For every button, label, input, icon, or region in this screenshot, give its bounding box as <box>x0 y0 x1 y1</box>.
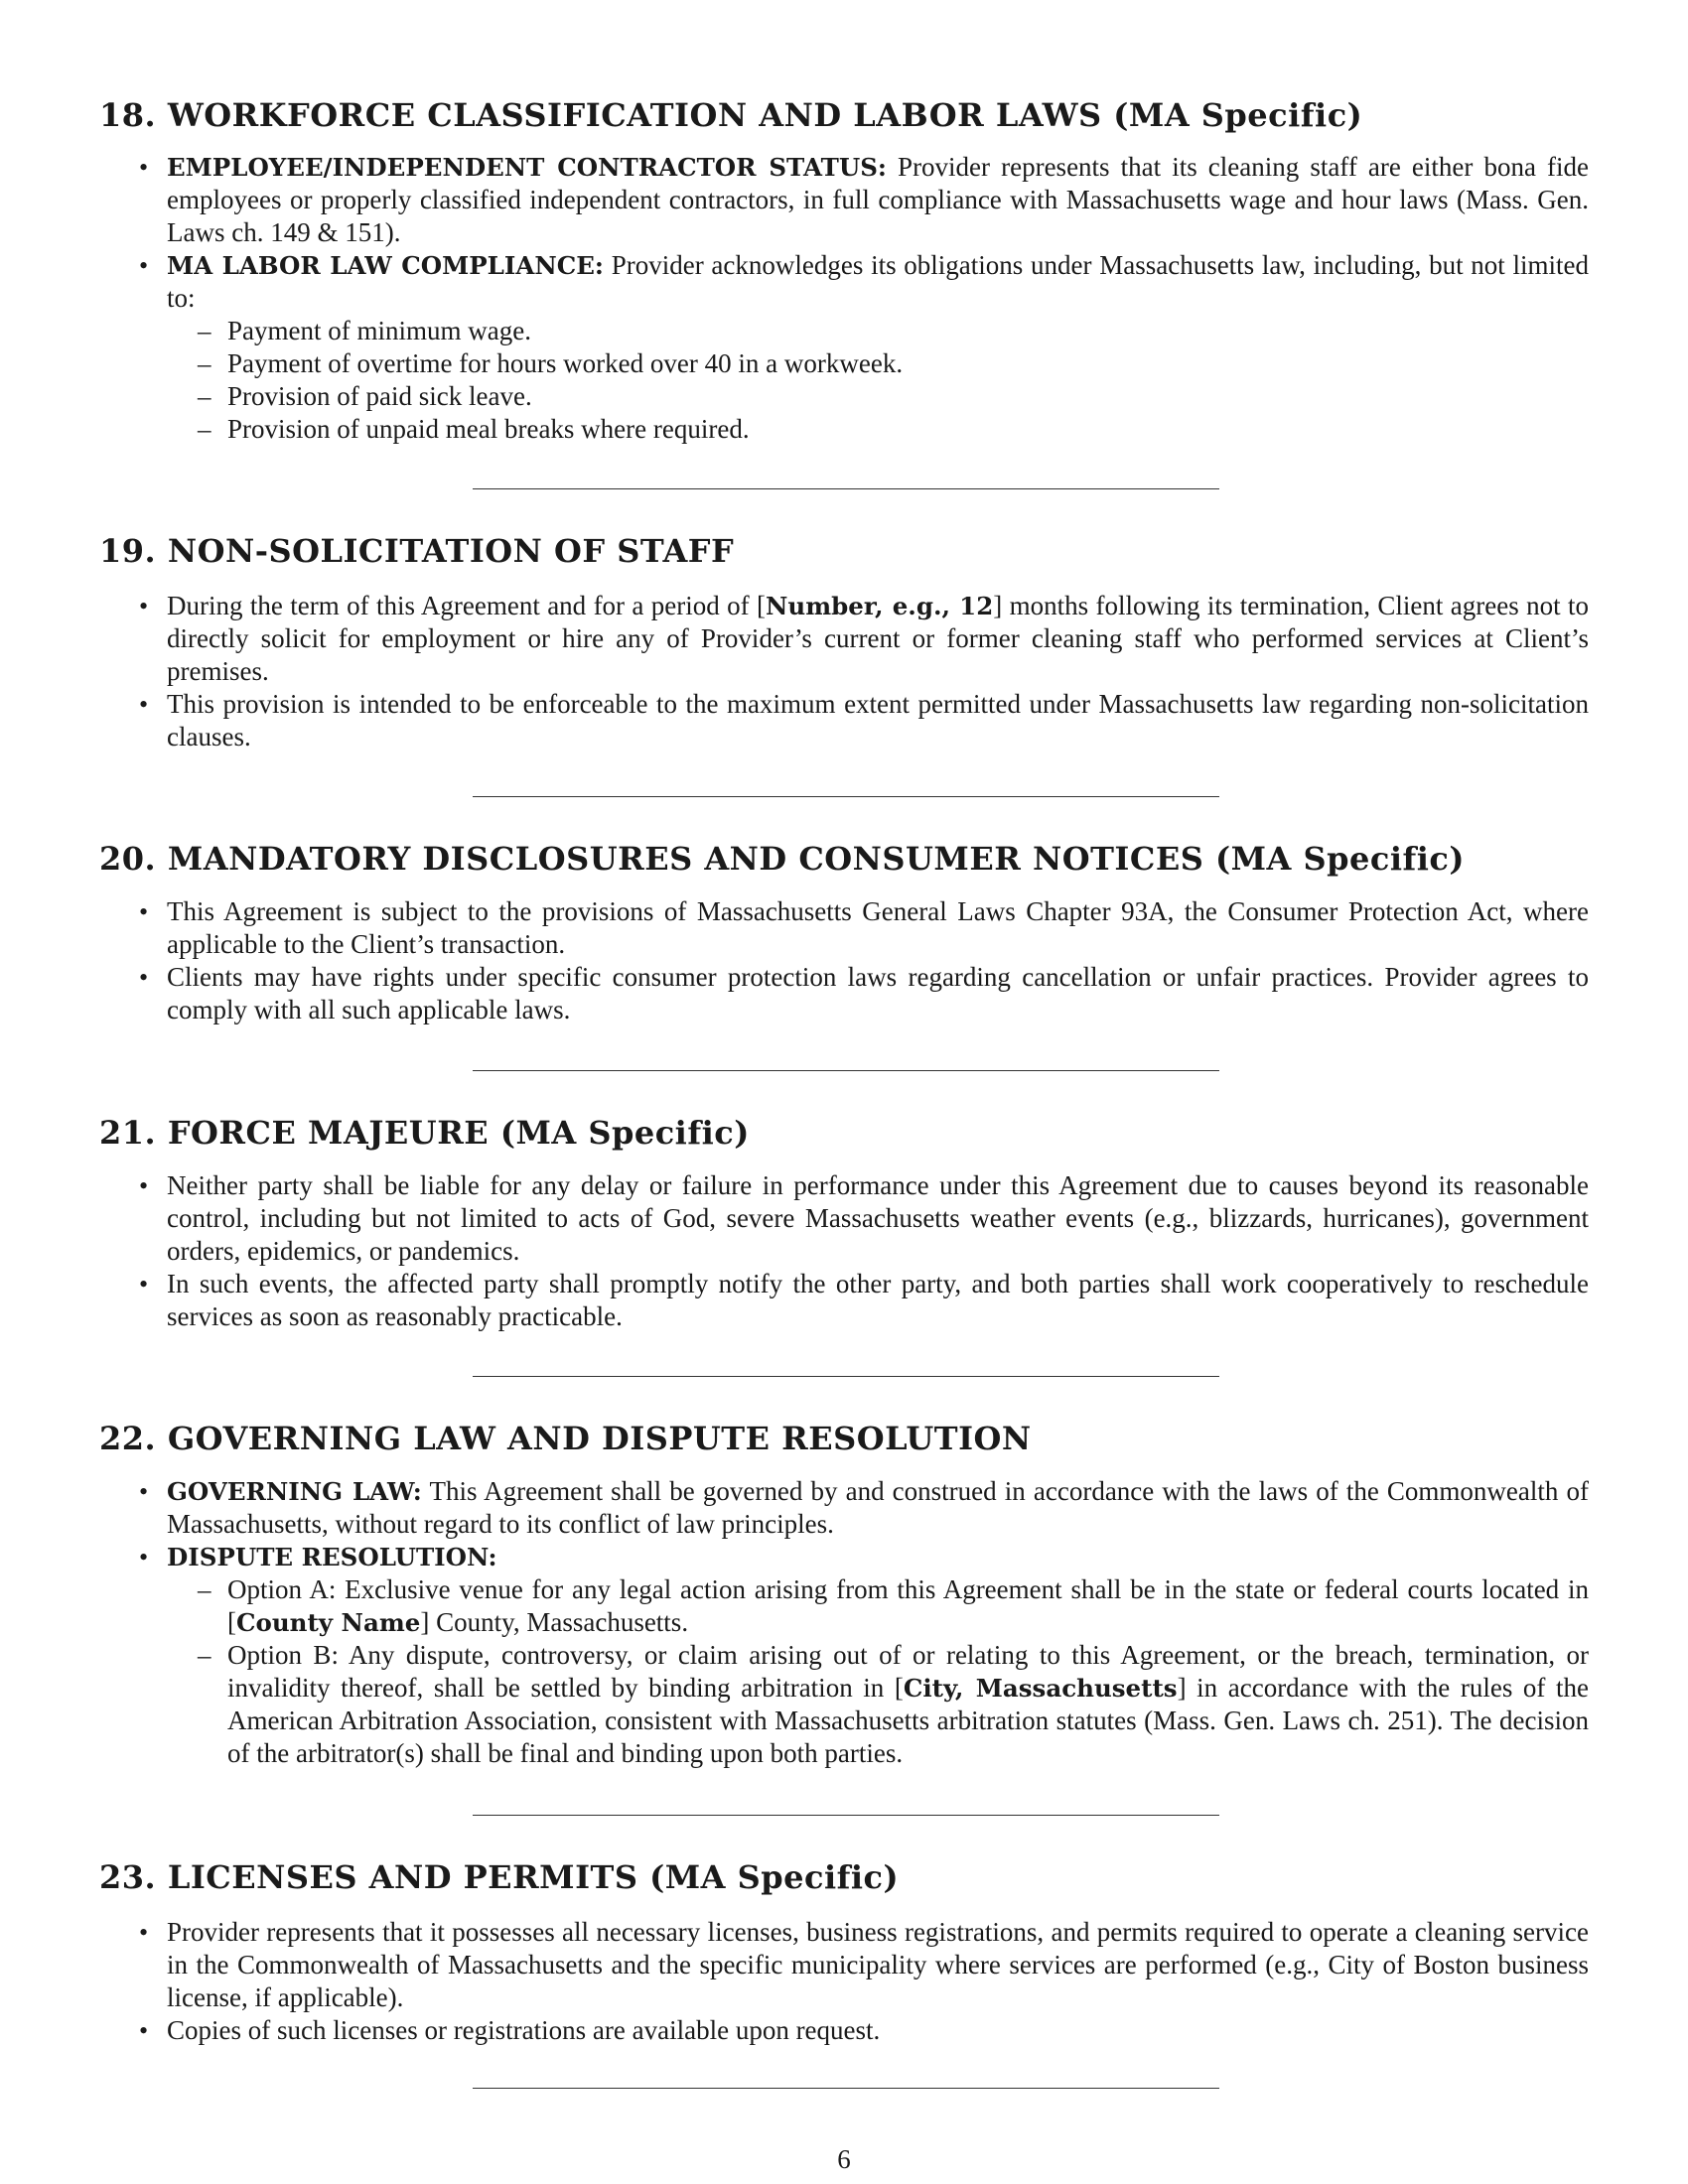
item-text: Provider represents that its cleaning staff are either bona fide employees or properly classified independent contractors, in full compliance with Massachusetts wage and hour laws (Mass. Gen. Laws ch. 149 & 151). <box>167 152 1589 247</box>
item-text: During the term of this Agreement and for a period of [ <box>167 591 767 620</box>
section-heading-18: 18. WORKFORCE CLASSIFICATION AND LABOR LAWS (MA Specific) <box>99 96 1363 134</box>
sub-list-item <box>167 1639 1589 1770</box>
section-23-list <box>99 1916 1589 2047</box>
placeholder-field: County Name <box>236 1608 421 1637</box>
sub-list-item: – Payment of overtime for hours worked over 40 in a workweek. <box>167 347 1589 380</box>
placeholder-field: City, Massachusetts <box>903 1674 1178 1703</box>
list-item <box>99 249 1589 446</box>
item-text: ] County, Massachusetts. <box>420 1607 689 1637</box>
list-item: • Neither party shall be liable for any delay or failure in performance under this Agreement due to causes beyond its reasonable control, including but not limited to acts of God, severe Massachusetts weather events (e.g., blizzards, hurricanes), government orders, epidemics, or pandemics. <box>99 1169 1589 1268</box>
sub-list <box>167 1573 1589 1770</box>
section-divider <box>473 1815 1219 1816</box>
list-item: • This provision is intended to be enforceable to the maximum extent permitted under Massachusetts law regarding non-solicitation clauses. <box>99 688 1589 753</box>
section-divider <box>473 1070 1219 1071</box>
sub-list-item: – Payment of minimum wage. <box>167 315 1589 347</box>
item-text: Option B: Any dispute, controversy, or claim arising out of or relating to this Agreement, or the breach, termination, or invalidity thereof, shall be settled by binding arbitration in [ <box>227 1640 1589 1703</box>
section-20-list <box>99 895 1589 1026</box>
item-label: GOVERNING LAW: <box>167 1477 422 1506</box>
list-item <box>99 1475 1589 1541</box>
list-item <box>99 1541 1589 1770</box>
item-text: Option A: Exclusive venue for any legal action arising from this Agreement shall be in the state or federal courts located in [ <box>227 1574 1589 1637</box>
section-heading-21: 21. FORCE MAJEURE (MA Specific) <box>99 1114 750 1152</box>
section-19-list <box>99 590 1589 753</box>
list-item <box>99 590 1589 688</box>
section-22-list <box>99 1475 1589 1770</box>
list-item: • Copies of such licenses or registrations are available upon request. <box>99 2014 1589 2047</box>
section-heading-23: 23. LICENSES AND PERMITS (MA Specific) <box>99 1858 900 1896</box>
placeholder-field: Number, e.g., 12 <box>766 592 994 620</box>
item-label: DISPUTE RESOLUTION: <box>167 1543 497 1571</box>
section-18-list <box>99 151 1589 446</box>
list-item <box>99 151 1589 249</box>
list-item: • This Agreement is subject to the provisions of Massachusetts General Laws Chapter 93A, the Consumer Protection Act, where applicable to the Client’s transaction. <box>99 895 1589 961</box>
list-item: • In such events, the affected party shall promptly notify the other party, and both parties shall work cooperatively to reschedule services as soon as reasonably practicable. <box>99 1268 1589 1333</box>
section-heading-19: 19. NON-SOLICITATION OF STAFF <box>99 532 735 570</box>
section-heading-22: 22. GOVERNING LAW AND DISPUTE RESOLUTION <box>99 1420 1032 1457</box>
item-label: EMPLOYEE/INDEPENDENT CONTRACTOR STATUS: <box>167 153 887 182</box>
section-21-list <box>99 1169 1589 1333</box>
sub-list-item <box>167 1573 1589 1639</box>
item-text: Provider acknowledges its obligations under Massachusetts law, including, but not limited to: <box>167 250 1590 313</box>
item-text: This Agreement shall be governed by and construed in accordance with the laws of the Commonwealth of Massachusetts, without regard to its conflict of law principles. <box>167 1476 1590 1539</box>
section-divider <box>473 2088 1219 2089</box>
list-item: • Clients may have rights under specific consumer protection laws regarding cancellation or unfair practices. Provider agrees to comply with all such applicable laws. <box>99 961 1589 1026</box>
sub-list <box>167 315 1589 446</box>
sub-list-item: – Provision of paid sick leave. <box>167 380 1589 413</box>
section-heading-20: 20. MANDATORY DISCLOSURES AND CONSUMER NOTICES (MA Specific) <box>99 840 1466 878</box>
item-label: MA LABOR LAW COMPLIANCE: <box>167 251 604 280</box>
list-item: • Provider represents that it possesses all necessary licenses, business registrations, and permits required to operate a cleaning service in the Commonwealth of Massachusetts and the specific municipality where services are performed (e.g., City of Boston business license, if applicable). <box>99 1916 1589 2014</box>
section-divider <box>473 796 1219 797</box>
item-text: ] months following its termination, Client agrees not to directly solicit for employment or hire any of Provider’s current or former cleaning staff who performed services at Client’s premises. <box>167 591 1589 686</box>
sub-list-item: – Provision of unpaid meal breaks where required. <box>167 413 1589 446</box>
page-number: 6 <box>837 2144 851 2174</box>
section-divider <box>473 1376 1219 1377</box>
section-divider <box>473 488 1219 489</box>
item-text: ] in accordance with the rules of the American Arbitration Association, consistent with Massachusetts arbitration statutes (Mass. Gen. Laws ch. 251). The decision of the arbitrator(s) shall be final and binding upon both parties. <box>227 1673 1589 1768</box>
